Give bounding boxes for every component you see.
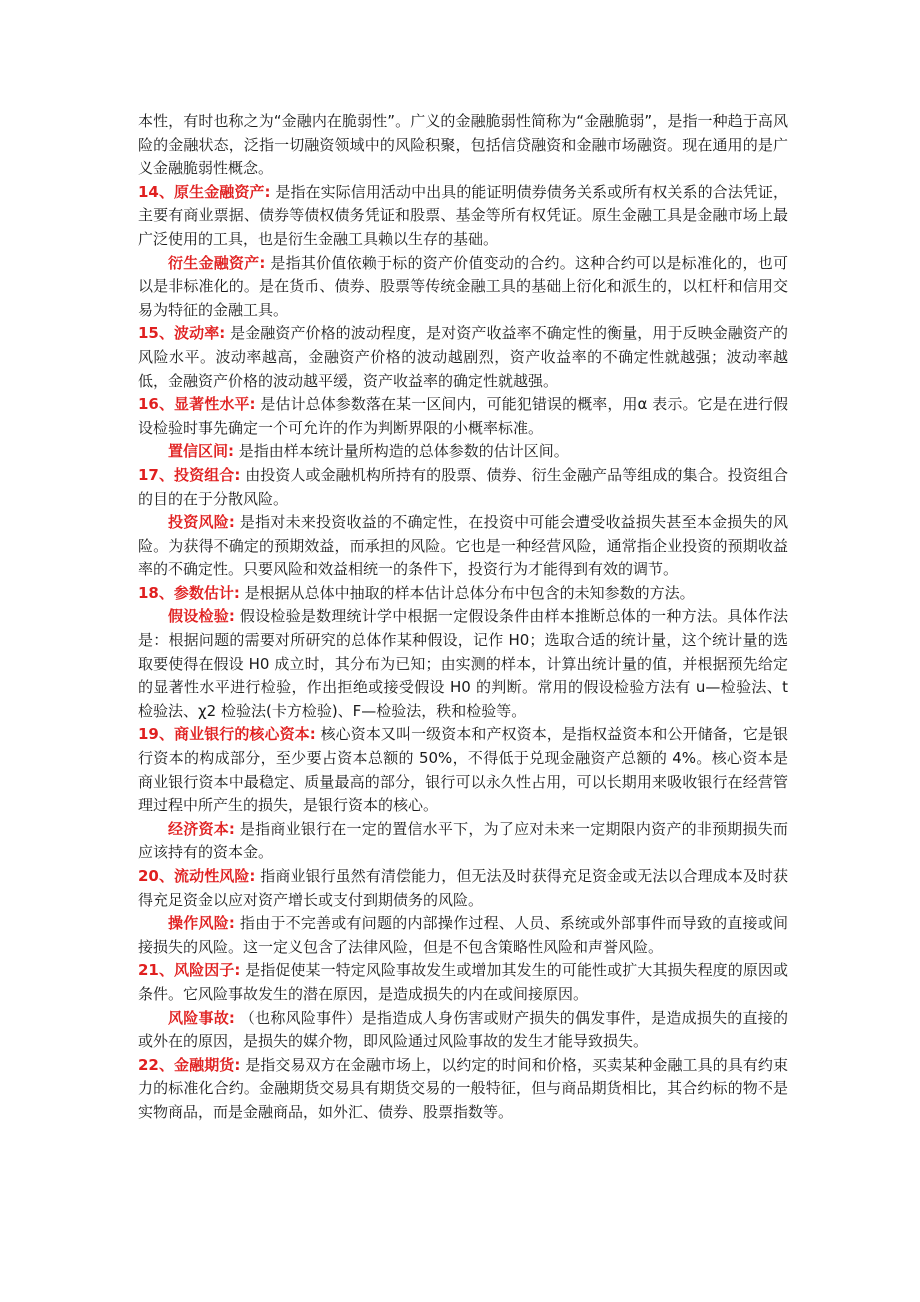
term-18-parameter-estimation: 18、参数估计: [138, 583, 240, 602]
definition-operational-risk: 指由于不完善或有问题的内部操作过程、人员、系统或外部事件而导致的直接或间接损失的风险。这一定义包含了法律风险，但是不包含策略性风险和声誉风险。 [138, 914, 788, 956]
term-21-risk-factor: 21、风险因子: [138, 961, 241, 980]
term-16-significance-level: 16、显著性水平: [138, 395, 256, 414]
definition-16: 是估计总体参数落在某一区间内，可能犯错误的概率，用α 表示。它是在进行假设检验时事先确定一个可允许的作为判断界限的小概率标准。 [138, 395, 789, 437]
term-22-financial-futures: 22、金融期货: [138, 1055, 241, 1074]
definition-economic-capital: 是指商业银行在一定的置信水平下，为了应对未来一定期限内资产的非预期损失而应该持有的资本金。 [138, 819, 788, 862]
paragraph-intro [138, 110, 788, 181]
definition-derivative: 是指其价值依赖于标的资产价值变动的合约。这种合约可以是标准化的，也可以是非标准化的。是在货币、债券、股票等传统金融工具的基础上衍化和派生的，以杠杆和信用交易为特征的金融工具。 [138, 253, 788, 319]
definition-18: 是根据从总体中抽取的样本估计总体分布中包含的未知参数的方法。 [239, 583, 695, 602]
paragraph-19 [138, 723, 788, 817]
definition-21: 是指促使某一特定风险事故发生或增加其发生的可能性或扩大其损失程度的原因或条件。它风险事故发生的潜在原因，是造成损失的内在或间接原因。 [138, 961, 788, 1003]
term-19-core-capital: 19、商业银行的核心资本: [138, 725, 316, 744]
definition-15: 是金融资产价格的波动程度，是对资产收益率不确定性的衡量，用于反映金融资产的风险水平。波动率越高，金融资产价格的波动越剧烈，资产收益率的不确定性就越强；波动率越低，金融资产价格的波动越平缓，资产收益率的确定性就越强。 [138, 324, 788, 390]
definition-investment-risk: 是指对未来投资收益的不确定性，在投资中可能会遭受收益损失甚至本金损失的风险。为获得不确定的预期效益，而承担的风险。它也是一种经营风险，通常指企业投资的预期收益率的不确定性。只要风险和效益相统一的条件下，投资行为才能得到有效的调节。 [138, 513, 788, 579]
paragraph-22 [138, 1054, 788, 1125]
paragraph-18 [138, 582, 788, 606]
term-14-primary-financial-asset: 14、原生金融资产: [138, 182, 271, 201]
paragraph-investment-risk [138, 511, 788, 582]
term-operational-risk: 操作风险: [168, 914, 235, 933]
paragraph-21 [138, 959, 788, 1006]
paragraph-derivative-financial-asset [138, 252, 788, 323]
term-20-liquidity-risk: 20、流动性风险: [138, 867, 256, 885]
term-economic-capital: 经济资本: [168, 819, 235, 838]
definition-19: 核心资本又叫一级资本和产权资本，是指权益资本和公开储备，它是银行资本的构成部分，至少要占资本总额的 50%，不得低于兑现金融资产总额的 4%。核心资本是商业银行资本中最稳定、质量最高的部分，银行可以永久性占用，可以长期用来吸收银行在经营管理过程中所产生的损失，是银行资本的核心。 [138, 725, 788, 815]
term-15-volatility: 15、波动率: [138, 324, 226, 343]
paragraph-15 [138, 322, 788, 393]
paragraph-17 [138, 464, 788, 511]
term-risk-accident: 风险事故: [168, 1008, 235, 1027]
paragraph-hypothesis-test [138, 605, 788, 723]
paragraph-20 [138, 865, 788, 912]
paragraph-operational-risk [138, 912, 788, 959]
term-derivative-financial-asset: 衍生金融资产: [168, 253, 266, 272]
paragraph-14 [138, 181, 788, 252]
term-confidence-interval: 置信区间: [168, 442, 234, 461]
definition-17: 由投资人或金融机构所持有的股票、债券、衍生金融产品等组成的集合。投资组合的目的在于分散风险。 [138, 465, 788, 508]
definition-22: 是指交易双方在金融市场上，以约定的时间和价格，买卖某种金融工具的具有约束力的标准化合约。金融期货交易具有期货交易的一般特征，但与商品期货相比，其合约标的物不是实物商品，而是金融商品，如外汇、债券、股票指数等。 [138, 1055, 788, 1121]
definition-risk-accident: （也称风险事件）是指造成人身伤害或财产损失的偶发事件，是造成损失的直接的或外在的原因，是损失的媒介物，即风险通过风险事故的发生才能导致损失。 [138, 1008, 788, 1051]
paragraph-economic-capital [138, 818, 788, 865]
term-17-portfolio: 17、投资组合: [138, 465, 241, 484]
term-investment-risk: 投资风险: [168, 513, 235, 532]
paragraph-confidence-interval [138, 440, 788, 464]
paragraph-text: 本性，有时也称之为“金融内在脆弱性”。广义的金融脆弱性简称为“金融脆弱”，是指一种趋于高风险的金融状态，泛指一切融资领域中的风险积聚，包括信贷融资和金融市场融资。现在通用的是广义金融脆弱性概念。 [138, 112, 788, 178]
definition-hypothesis-test: 假设检验是数理统计学中根据一定假设条件由样本推断总体的一种方法。具体作法是：根据问题的需要对所研究的总体作某种假设，记作 H0；选取合适的统计量，这个统计量的选取要使得在假设 H0 成立时，其分布为已知；由实测的样本，计算出统计量的值，并根据预先给定的显著性水平进行检验，作出拒绝或接受假设 H0 的判断。常用的假设检验方法有 u—检验法、t 检验法、χ2 检验法(卡方检验)、F—检验法，秩和检验等。 [138, 607, 788, 720]
term-hypothesis-test: 假设检验: [168, 607, 235, 626]
paragraph-risk-accident [138, 1007, 788, 1054]
document-body [138, 110, 788, 1125]
definition-confidence-interval: 是指由样本统计量所构造的总体参数的估计区间。 [234, 442, 569, 461]
definition-20: 指商业银行虽然有清偿能力，但无法及时获得充足资金或无法以合理成本及时获得充足资金以应对资产增长或支付到期债务的风险。 [138, 867, 788, 909]
definition-14: 是指在实际信用活动中出具的能证明债券债务关系或所有权关系的合法凭证，主要有商业票据、债券等债权债务凭证和股票、基金等所有权凭证。原生金融工具是金融市场上最广泛使用的工具，也是衍生金融工具赖以生存的基础。 [138, 182, 788, 248]
paragraph-16 [138, 393, 788, 440]
